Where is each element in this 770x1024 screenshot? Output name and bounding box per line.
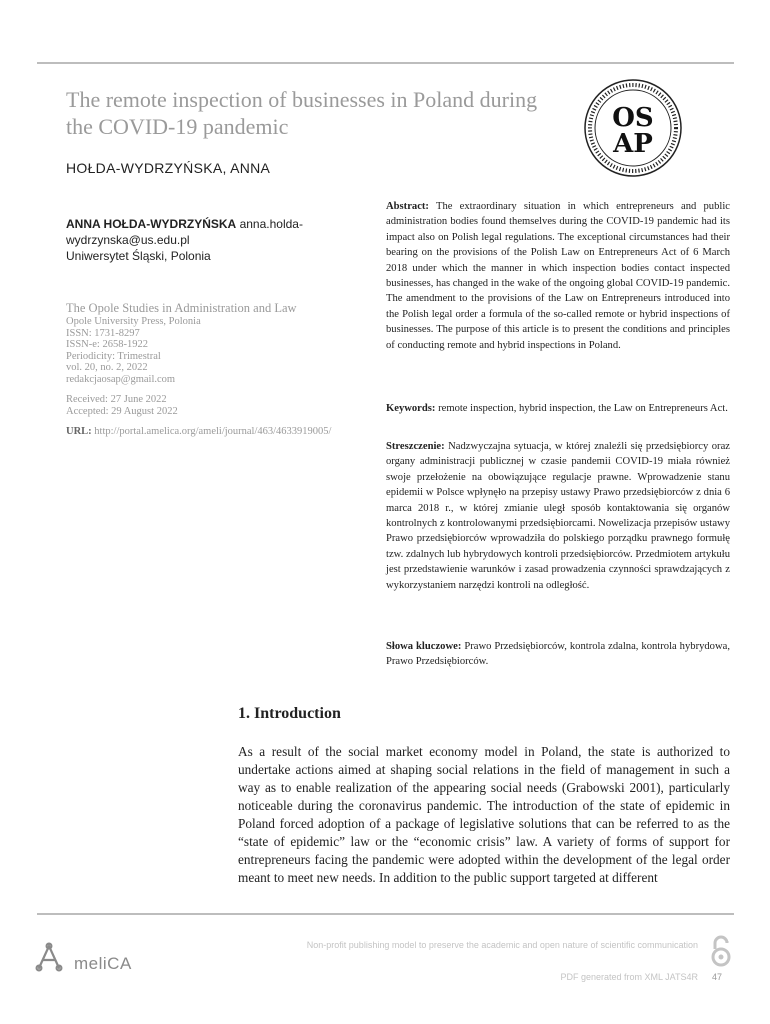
abstract-label: Abstract: <box>386 201 429 212</box>
affiliation-email[interactable]: anna.holda-wydrzynska@us.edu.pl <box>66 217 303 247</box>
page-number: 47 <box>712 972 723 982</box>
abstract-text: The extraordinary situation in which entrepreneurs and public administration bodies found themselves during the COVID-19 pandemic had its impact also on Polish legal regulations. The exceptional circumstances had their bearing on the provisions of the Polish Law on Entrepreneurs Act of 6 March 2018 under which the manner in which inspection bodies contact inspected businesses, has changed in the wake of the ongoing global COVID-19 pandemic. The amendment to the provisions of the Law on Entrepreneurs introduced into the Polish legal order a formula of the so-called remote or hybrid inspections of businesses. The purpose of this article is to present the conditions and principles of conducting remote and hybrid inspections in Poland. <box>386 201 730 351</box>
author-affiliation <box>66 216 356 264</box>
seal-letters-bottom: AP <box>613 129 653 159</box>
article-title: The remote inspection of businesses in Poland during the COVID-19 pandemic <box>66 87 538 139</box>
journal-url-link[interactable]: http://portal.amelica.org/ameli/journal/463/4633919005/ <box>94 426 332 437</box>
journal-info <box>66 300 361 438</box>
streszczenie-text: Nadzwyczajna sytuacja, w której znaleźli się przedsiębiorcy oraz organy administracji publicznej w czasie pandemii COVID-19 miała również swoje przełożenie na obowiązujące regulacje prawne. Wprowadzenie stanu epidemii w Polsce wpłynęło na przepisy ustawy Prawo przedsiębiorców z dnia 6 marca 2018 r., w której zmianie uległ sposób kontaktowania się organów kontrolnych z kontrolowanymi przedsiębiorcami. Nowelizacja przepisów ustawy Prawo przedsiębiorców wprowadziła do polskiego porządku prawnego formułę tzw. zdalnych lub hybrydowych kontroli przedsiębiorców. Przedmiotem artykułu jest przedstawienie warunków i zasad prowadzenia czynności sprawdzających z wykorzystaniem narzędzi kontroli na odległość. <box>386 441 730 591</box>
abstract-block <box>386 199 730 353</box>
streszczenie-label: Streszczenie: <box>386 441 445 452</box>
journal-volume: vol. 20, no. 2, 2022 <box>66 362 148 373</box>
affiliation-name: ANNA HOŁDA-WYDRZYŃSKA <box>66 217 237 231</box>
introduction-paragraph: As a result of the social market economy model in Poland, the state is authorized to undertake actions aimed at shaping social relations in the field of management in such a way as to enable realization of the appearing social needs (Grabowski 2001), particularly noticeable during the coronavirus pandemic. The introduction of the state of epidemic in Poland forced adoption of a package of legislative solutions that can be referred to as the “state of epidemic” law or the “economic crisis” law. A variety of forms of support for entrepreneurs facing the pandemic were adopted within the development of the legal order meant to meet new needs. In addition to the public support targeted at different <box>238 744 730 885</box>
journal-url-line <box>66 426 361 438</box>
author-header: HOŁDA-WYDRZYŃSKA, ANNA <box>66 160 271 176</box>
journal-issn: ISSN: 1731-8297 <box>66 327 140 339</box>
keywords-label: Keywords: <box>386 403 436 414</box>
journal-name: The Opole Studies in Administration and Law <box>66 301 297 315</box>
journal-issn-e: ISSN-e: 2658-1922 <box>66 339 148 350</box>
slowa-text: Prawo Przedsiębiorców, kontrola zdalna, kontrola hybrydowa, Prawo Przedsiębiorców. <box>386 641 730 668</box>
journal-email[interactable]: redakcjaosap@gmail.com <box>66 373 176 385</box>
bottom-rule <box>37 913 734 915</box>
accepted-date: Accepted: 29 August 2022 <box>66 405 178 417</box>
slowa-kluczowe-block <box>386 639 730 670</box>
journal-periodicity: Periodicity: Trimestral <box>66 350 161 362</box>
received-date: Received: 27 June 2022 <box>66 394 167 405</box>
seal-letters-top: OS <box>612 103 654 133</box>
footer-note: Non-profit publishing model to preserve the academic and open nature of scientific communication <box>306 940 698 950</box>
url-label: URL: <box>66 426 92 437</box>
keywords-block <box>386 401 730 416</box>
journal-seal-logo <box>583 78 683 178</box>
keywords-text: remote inspection, hybrid inspection, the Law on Entrepreneurs Act. <box>438 403 728 414</box>
amelica-logo-icon <box>35 938 71 974</box>
slowa-label: Słowa kluczowe: <box>386 641 462 652</box>
introduction-heading: 1. Introduction <box>238 705 341 722</box>
streszczenie-block <box>386 439 730 593</box>
amelica-brand: meliCA <box>74 954 132 973</box>
journal-publisher: Opole University Press, Polonia <box>66 316 201 327</box>
open-access-icon <box>706 933 736 969</box>
pdf-generated-note: PDF generated from XML JATS4R <box>560 972 698 982</box>
top-rule <box>37 62 734 64</box>
affiliation-institution: Uniwersytet Śląski, Polonia <box>66 249 211 263</box>
